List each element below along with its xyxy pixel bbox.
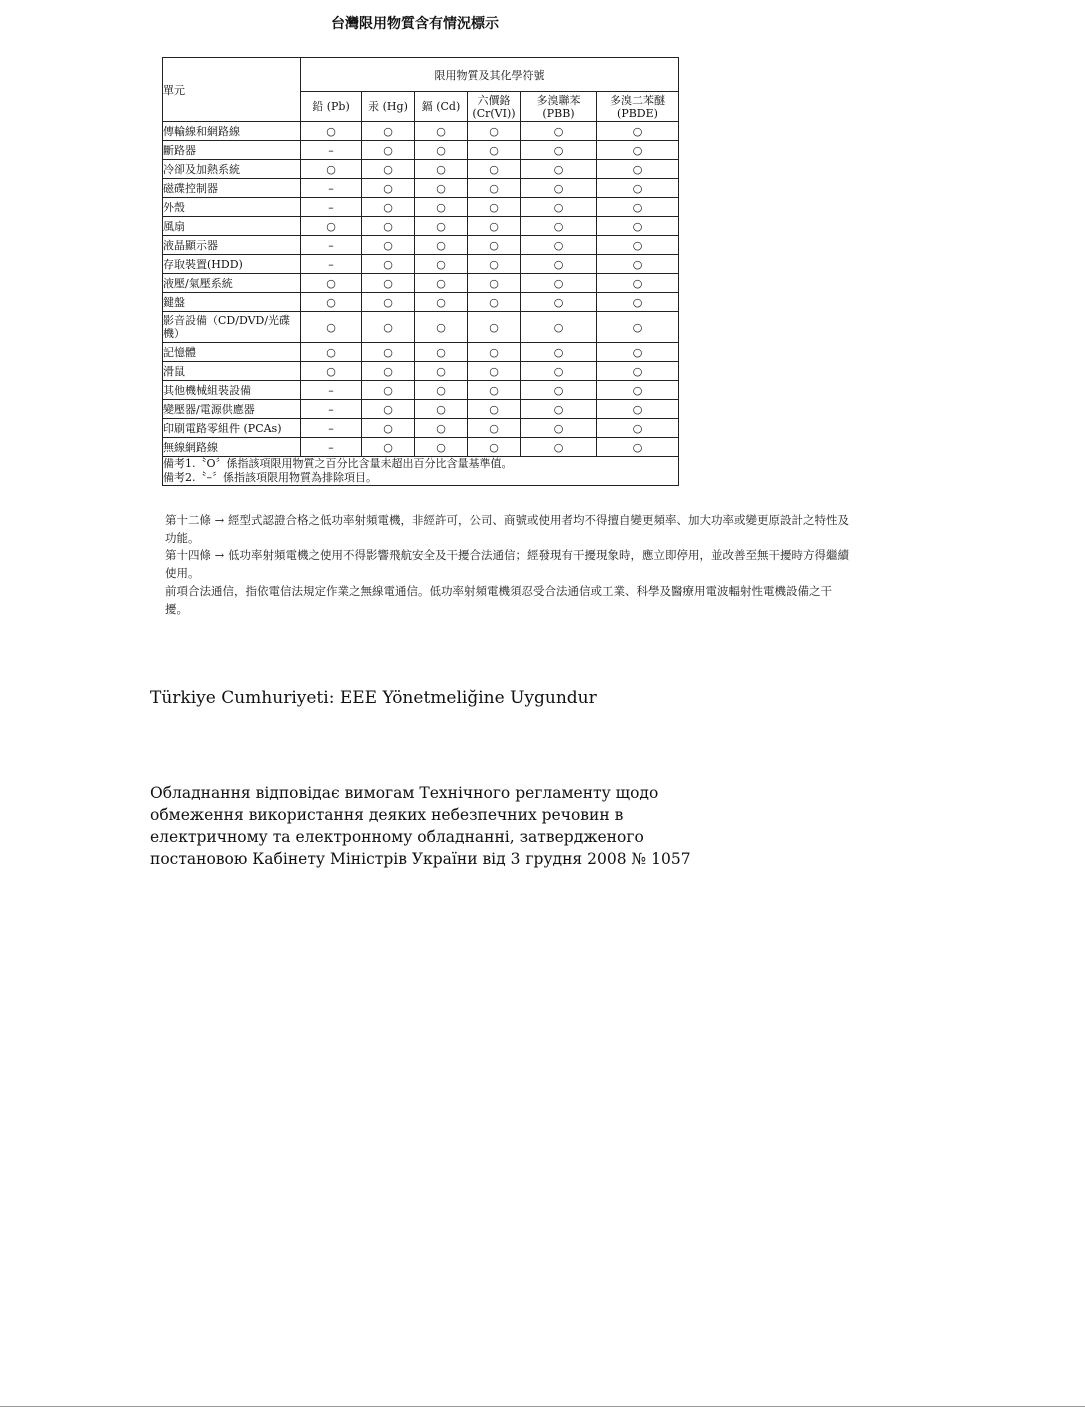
substance-mark-cell: ○ — [415, 122, 468, 141]
substance-mark-cell: ○ — [468, 122, 521, 141]
substance-mark-cell: ○ — [521, 141, 597, 160]
substance-mark-cell: ○ — [597, 160, 679, 179]
substance-mark-cell: – — [301, 141, 362, 160]
substance-mark-cell: – — [301, 381, 362, 400]
substance-mark-cell: ○ — [415, 141, 468, 160]
substance-mark-cell: ○ — [468, 274, 521, 293]
substance-mark-cell: ○ — [301, 274, 362, 293]
substance-mark-cell: ○ — [468, 312, 521, 343]
substance-header-line: 鉛 (Pb) — [312, 100, 350, 113]
page-title: 台灣限用物質含有情況標示 — [331, 16, 499, 32]
unit-name-cell: 印刷電路零組件 (PCAs) — [163, 419, 301, 438]
substance-mark-cell: ○ — [301, 312, 362, 343]
substance-mark-cell: ○ — [597, 381, 679, 400]
table-notes — [163, 457, 679, 486]
substance-mark-cell: ○ — [521, 217, 597, 236]
unit-column-header: 單元 — [163, 58, 301, 122]
ukraine-line: електричному та електронному обладнанні, затвердженого — [150, 828, 644, 846]
substance-mark-cell: ○ — [597, 255, 679, 274]
substance-mark-cell: – — [301, 198, 362, 217]
substance-mark-cell: ○ — [468, 400, 521, 419]
substance-mark-cell: ○ — [415, 400, 468, 419]
substance-mark-cell: ○ — [521, 343, 597, 362]
substance-mark-cell: ○ — [362, 198, 415, 217]
substance-column-header — [415, 92, 468, 122]
substance-mark-cell: ○ — [468, 419, 521, 438]
substance-mark-cell: ○ — [521, 274, 597, 293]
substance-mark-cell: ○ — [301, 293, 362, 312]
unit-name-cell: 影音設備（CD/DVD/光碟機） — [163, 312, 301, 343]
substance-mark-cell: – — [301, 255, 362, 274]
substance-mark-cell: ○ — [362, 400, 415, 419]
table-note: 備考1.〝O〞係指該項限用物質之百分比含量未超出百分比含量基準值。 — [163, 457, 513, 470]
substance-mark-cell: ○ — [521, 419, 597, 438]
substance-mark-cell: ○ — [301, 343, 362, 362]
substance-mark-cell: ○ — [597, 179, 679, 198]
substance-mark-cell: ○ — [597, 217, 679, 236]
table-row — [163, 293, 679, 312]
table-row — [163, 198, 679, 217]
substance-mark-cell: ○ — [301, 362, 362, 381]
substance-mark-cell: ○ — [597, 293, 679, 312]
substance-mark-cell: ○ — [468, 293, 521, 312]
substance-mark-cell: ○ — [415, 179, 468, 198]
substance-header-line: 多溴二苯醚 — [610, 93, 665, 107]
substance-mark-cell: ○ — [521, 160, 597, 179]
substance-mark-cell: ○ — [362, 293, 415, 312]
substance-mark-cell: ○ — [468, 236, 521, 255]
substance-mark-cell: ○ — [468, 179, 521, 198]
substance-mark-cell: ○ — [521, 381, 597, 400]
notice-article-12: 第十二條 → 經型式認證合格之低功率射頻電機，非經許可，公司、商號或使用者均不得擅自變更頻率、加大功率或變更原設計之特性及功能。 — [165, 513, 849, 545]
substance-mark-cell: ○ — [521, 236, 597, 255]
table-row — [163, 362, 679, 381]
substance-mark-cell: ○ — [415, 274, 468, 293]
substance-mark-cell: ○ — [362, 255, 415, 274]
substance-mark-cell: – — [301, 236, 362, 255]
substance-mark-cell: ○ — [597, 362, 679, 381]
substance-mark-cell: ○ — [415, 236, 468, 255]
table-row — [163, 179, 679, 198]
substance-mark-cell: ○ — [362, 236, 415, 255]
substance-column-header — [362, 92, 415, 122]
table-row — [163, 255, 679, 274]
table-row — [163, 419, 679, 438]
ukraine-compliance-statement — [150, 782, 710, 870]
ukraine-line: обмеження використання деяких небезпечних речовин в — [150, 806, 624, 824]
substance-mark-cell: ○ — [415, 217, 468, 236]
substance-header-line: 汞 (Hg) — [368, 100, 408, 113]
substance-mark-cell: ○ — [468, 198, 521, 217]
substance-header-line: 鎘 (Cd) — [421, 100, 461, 113]
substance-column-header — [521, 92, 597, 122]
substance-mark-cell: ○ — [521, 362, 597, 381]
ukraine-line: постановою Кабінету Міністрів України від 3 грудня 2008 № 1057 — [150, 850, 691, 868]
unit-name-cell: 磁碟控制器 — [163, 179, 301, 198]
substance-column-header — [468, 92, 521, 122]
substance-mark-cell: ○ — [597, 236, 679, 255]
substance-mark-cell: ○ — [415, 198, 468, 217]
unit-name-cell: 液壓/氣壓系統 — [163, 274, 301, 293]
substance-mark-cell: ○ — [362, 160, 415, 179]
page-bottom-divider — [0, 1406, 1085, 1407]
notice-article-14: 第十四條 → 低功率射頻電機之使用不得影響飛航安全及干擾合法通信；經發現有干擾現象時，應立即停用，並改善至無干擾時方得繼續使用。 — [165, 548, 849, 581]
substance-mark-cell: ○ — [597, 438, 679, 457]
substance-mark-cell: – — [301, 400, 362, 419]
unit-name-cell: 記憶體 — [163, 343, 301, 362]
substance-mark-cell: ○ — [301, 160, 362, 179]
unit-name-cell: 外殼 — [163, 198, 301, 217]
unit-name-cell: 液晶顯示器 — [163, 236, 301, 255]
table-row — [163, 343, 679, 362]
substance-mark-cell: – — [301, 179, 362, 198]
substance-mark-cell: ○ — [597, 274, 679, 293]
substance-mark-cell: ○ — [468, 160, 521, 179]
unit-name-cell: 滑鼠 — [163, 362, 301, 381]
substance-mark-cell: ○ — [521, 198, 597, 217]
restricted-substances-table — [162, 57, 679, 486]
substance-mark-cell: ○ — [468, 141, 521, 160]
substance-mark-cell: ○ — [597, 312, 679, 343]
substance-mark-cell: ○ — [597, 198, 679, 217]
unit-name-cell: 存取裝置(HDD) — [163, 255, 301, 274]
substance-mark-cell: ○ — [521, 293, 597, 312]
table-row — [163, 438, 679, 457]
substance-mark-cell: ○ — [468, 343, 521, 362]
substance-mark-cell: ○ — [521, 255, 597, 274]
unit-name-cell: 斷路器 — [163, 141, 301, 160]
substance-mark-cell: ○ — [468, 255, 521, 274]
table-row — [163, 217, 679, 236]
substance-mark-cell: ○ — [362, 381, 415, 400]
substance-header-line: 六價鉻 — [477, 93, 511, 107]
unit-name-cell: 傳輸線和網路線 — [163, 122, 301, 141]
unit-name-cell: 變壓器/電源供應器 — [163, 400, 301, 419]
unit-name-cell: 無線網路線 — [163, 438, 301, 457]
table-row — [163, 274, 679, 293]
substance-mark-cell: ○ — [415, 419, 468, 438]
ukraine-line: Обладнання відповідає вимогам Технічного регламенту щодо — [150, 784, 659, 802]
turkey-compliance-statement: Türkiye Cumhuriyeti: EEE Yönetmeliğine Uygundur — [150, 688, 597, 708]
substance-mark-cell: ○ — [597, 122, 679, 141]
substance-mark-cell: ○ — [362, 141, 415, 160]
substance-mark-cell: ○ — [415, 293, 468, 312]
substance-mark-cell: ○ — [415, 255, 468, 274]
substance-mark-cell: ○ — [362, 217, 415, 236]
substance-header-line: (PBB) — [542, 106, 575, 120]
substance-mark-cell: ○ — [415, 381, 468, 400]
substance-mark-cell: ○ — [415, 160, 468, 179]
table-row — [163, 122, 679, 141]
unit-name-cell: 風扇 — [163, 217, 301, 236]
substance-mark-cell: ○ — [468, 381, 521, 400]
table-note: 備考2.〝–〞係指該項限用物質為排除項目。 — [163, 471, 377, 484]
substance-mark-cell: ○ — [521, 122, 597, 141]
unit-name-cell: 冷卻及加熱系統 — [163, 160, 301, 179]
substance-header-line: (PBDE) — [617, 106, 658, 120]
substance-mark-cell: ○ — [362, 312, 415, 343]
table-row — [163, 400, 679, 419]
substance-mark-cell: ○ — [362, 122, 415, 141]
substance-mark-cell: ○ — [415, 438, 468, 457]
unit-name-cell: 其他機械組裝設備 — [163, 381, 301, 400]
substance-mark-cell: – — [301, 438, 362, 457]
table-row — [163, 141, 679, 160]
substance-mark-cell: ○ — [521, 179, 597, 198]
substance-mark-cell: ○ — [468, 217, 521, 236]
table-row — [163, 312, 679, 343]
substance-mark-cell: ○ — [301, 217, 362, 236]
substance-column-header — [301, 92, 362, 122]
substances-group-header: 限用物質及其化學符號 — [301, 58, 679, 92]
substance-header-line: 多溴聯苯 — [536, 93, 581, 107]
substance-mark-cell: ○ — [521, 312, 597, 343]
substance-mark-cell: ○ — [415, 362, 468, 381]
substance-mark-cell: ○ — [415, 343, 468, 362]
substance-mark-cell: ○ — [468, 438, 521, 457]
substance-mark-cell: ○ — [521, 400, 597, 419]
notice-legal-communication: 前項合法通信，指依電信法規定作業之無線電通信。低功率射頻電機須忍受合法通信或工業、科學及醫療用電波輻射性電機設備之干擾。 — [165, 583, 832, 616]
substance-mark-cell: – — [301, 419, 362, 438]
substance-mark-cell: ○ — [468, 362, 521, 381]
table-row — [163, 381, 679, 400]
substance-column-header — [597, 92, 679, 122]
substance-mark-cell: ○ — [362, 343, 415, 362]
table-row — [163, 236, 679, 255]
substance-mark-cell: ○ — [597, 343, 679, 362]
substance-mark-cell: ○ — [521, 438, 597, 457]
table-row — [163, 160, 679, 179]
substance-mark-cell: ○ — [362, 362, 415, 381]
substance-mark-cell: ○ — [597, 419, 679, 438]
substance-mark-cell: ○ — [597, 400, 679, 419]
substance-mark-cell: ○ — [362, 179, 415, 198]
unit-name-cell: 鍵盤 — [163, 293, 301, 312]
substance-mark-cell: ○ — [301, 122, 362, 141]
substance-mark-cell: ○ — [362, 274, 415, 293]
substance-mark-cell: ○ — [362, 438, 415, 457]
substance-mark-cell: ○ — [415, 312, 468, 343]
substance-mark-cell: ○ — [362, 419, 415, 438]
substance-header-line: (Cr(VI)) — [472, 106, 516, 120]
substance-mark-cell: ○ — [597, 141, 679, 160]
regulation-notice — [165, 512, 850, 618]
